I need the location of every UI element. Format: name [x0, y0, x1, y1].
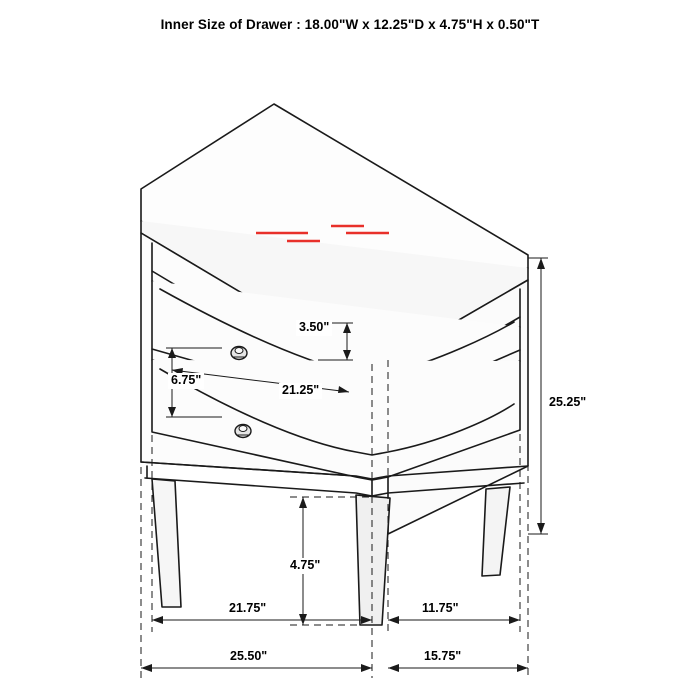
label-overall-depth: 15.75": [421, 649, 464, 665]
leg-center-front: [356, 495, 390, 625]
dim-total-height: [528, 258, 548, 534]
label-front-width: 21.75": [226, 601, 269, 617]
nightstand-illustration: [141, 104, 528, 625]
drawer-knob-icon-upper: [231, 347, 247, 360]
drawer-knob-icon-lower: [235, 425, 251, 438]
label-leg-height: 4.75": [287, 558, 323, 574]
label-inner-drawer-height: 3.50": [296, 320, 332, 336]
dim-overall-depth: [388, 664, 528, 672]
page-title: Inner Size of Drawer : 18.00"W x 12.25"D x 4.75"H x 0.50"T: [160, 17, 540, 32]
leg-left-front: [152, 479, 181, 607]
dim-side-depth: [388, 616, 520, 624]
label-drawer-width: 21.25": [279, 383, 322, 399]
label-overall-width: 25.50": [227, 649, 270, 665]
label-side-depth: 11.75": [419, 601, 462, 617]
label-total-height: 25.25": [546, 395, 589, 411]
label-drawer-front-height: 6.75": [168, 373, 204, 389]
leg-right: [482, 487, 510, 576]
dim-front-width: [152, 616, 372, 624]
dim-overall-width: [141, 664, 372, 672]
